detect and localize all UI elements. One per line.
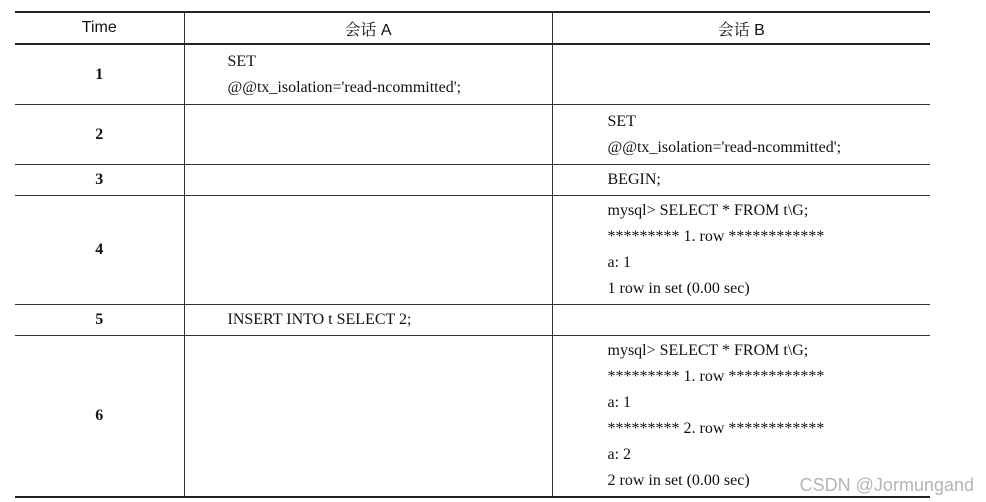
statement-line: 1 row in set (0.00 sec) — [607, 280, 750, 297]
table-row — [15, 336, 930, 498]
statement-line: @@tx_isolation='read-ncommitted'; — [227, 78, 462, 96]
statement-line: mysql> SELECT * FROM t\G; — [607, 202, 809, 219]
statement-line: ********* 1. row ************ — [607, 368, 825, 385]
header-session-a: 会话 A — [184, 12, 552, 44]
watermark: CSDN @Jormungand — [799, 475, 974, 495]
table-row — [15, 105, 930, 165]
session-a-cell — [184, 165, 552, 196]
session-a-cell — [184, 105, 552, 165]
session-b-cell — [552, 336, 930, 498]
session-b-cell — [552, 165, 930, 196]
session-b-cell — [552, 305, 930, 336]
statement-line: SET — [227, 52, 256, 70]
time-cell: 5 — [15, 305, 184, 336]
table-row — [15, 44, 930, 105]
session-b-cell — [552, 105, 930, 165]
statement-line: SET — [607, 112, 636, 130]
transaction-timeline-table — [15, 11, 930, 498]
session-b-cell — [552, 196, 930, 305]
statement-line: a: 2 — [607, 446, 632, 463]
table-row — [15, 165, 930, 196]
session-a-cell — [184, 44, 552, 105]
time-cell: 6 — [95, 407, 104, 424]
header-time: Time — [15, 12, 184, 44]
statement-line: mysql> SELECT * FROM t\G; — [607, 342, 809, 359]
time-cell: 4 — [15, 196, 184, 305]
statement-line: a: 1 — [607, 394, 632, 411]
time-cell: 1 — [15, 44, 184, 105]
statement-line: @@tx_isolation='read-ncommitted'; — [607, 138, 842, 156]
session-a-cell — [184, 196, 552, 305]
header-row — [15, 12, 930, 44]
session-a-cell — [184, 305, 552, 336]
statement-line: a: 1 — [607, 254, 632, 271]
statement-line: BEGIN; — [607, 171, 661, 188]
statement-line: 2 row in set (0.00 sec) — [607, 472, 750, 489]
session-b-cell — [552, 44, 930, 105]
table-row — [15, 196, 930, 305]
table-row — [15, 305, 930, 336]
statement-line: ********* 2. row ************ — [607, 420, 825, 437]
header-session-b: 会话 B — [552, 12, 930, 44]
time-cell: 3 — [15, 165, 184, 196]
time-cell: 2 — [15, 105, 184, 165]
session-a-cell — [184, 336, 552, 498]
statement-line: ********* 1. row ************ — [607, 228, 825, 245]
statement-line: INSERT INTO t SELECT 2; — [227, 311, 412, 328]
